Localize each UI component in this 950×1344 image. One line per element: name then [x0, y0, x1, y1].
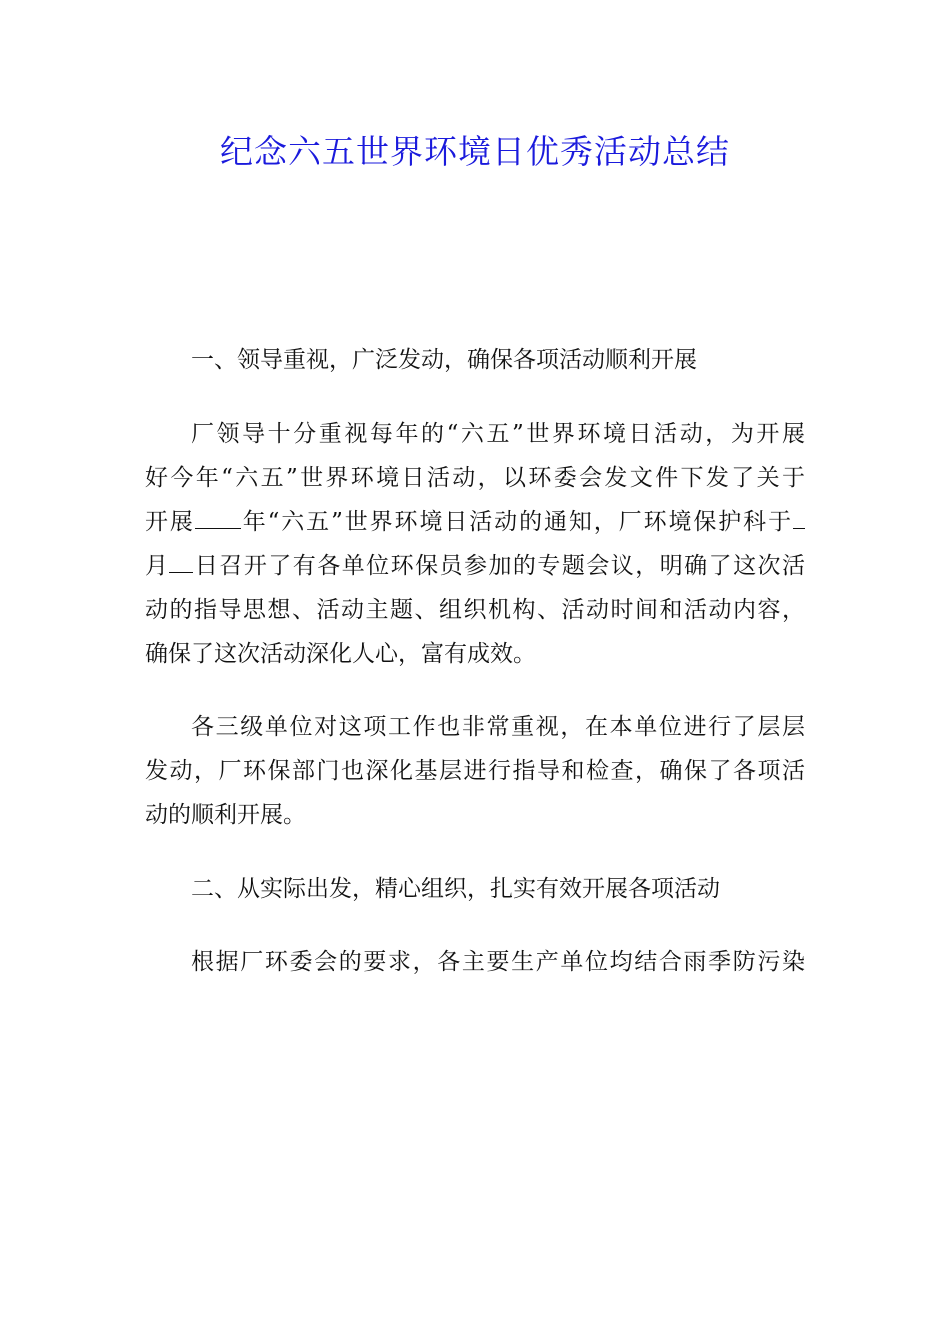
text-segment: 月 — [145, 552, 170, 579]
fill-in-blank-day — [169, 550, 193, 573]
paragraph-line: 厂领导十分重视每年的“六五”世界环境日活动，为开展 — [191, 420, 805, 447]
section-heading-1: 一、领导重视，广泛发动，确保各项活动顺利开展 — [191, 347, 697, 373]
paragraph-line: 各三级单位对这项工作也非常重视，在本单位进行了层层 — [191, 714, 805, 740]
paragraph-line: 发动，厂环保部门也深化基层进行指导和检查，确保了各项活 — [145, 758, 805, 784]
paragraph-line — [145, 500, 805, 544]
text-segment: 年“六五”世界环境日活动的通知，厂环境保护科于 — [240, 508, 793, 535]
text-segment: 开展 — [145, 508, 195, 535]
paragraph-3 — [145, 940, 805, 984]
fill-in-blank-month — [793, 506, 805, 529]
paragraph-line: 动的指导思想、活动主题、组织机构、活动时间和活动内容， — [145, 596, 805, 623]
paragraph-2 — [145, 705, 805, 837]
paragraph-line: 确保了这次活动深化人心，富有成效。 — [145, 640, 536, 667]
document-title: 纪念六五世界环境日优秀活动总结 — [220, 132, 730, 171]
document-body — [145, 338, 805, 984]
paragraph-line: 好今年“六五”世界环境日活动，以环委会发文件下发了关于 — [145, 464, 805, 491]
text-segment: 日召开了有各单位环保员参加的专题会议，明确了这次活 — [193, 552, 806, 579]
paragraph-line: 根据厂环委会的要求，各主要生产单位均结合雨季防污染 — [191, 949, 805, 975]
paragraph-line: 动的顺利开展。 — [145, 802, 306, 828]
paragraph-1 — [145, 412, 805, 676]
fill-in-blank-year — [195, 506, 241, 529]
section-heading-2: 二、从实际出发，精心组织，扎实有效开展各项活动 — [191, 875, 720, 902]
paragraph-line — [145, 544, 805, 588]
